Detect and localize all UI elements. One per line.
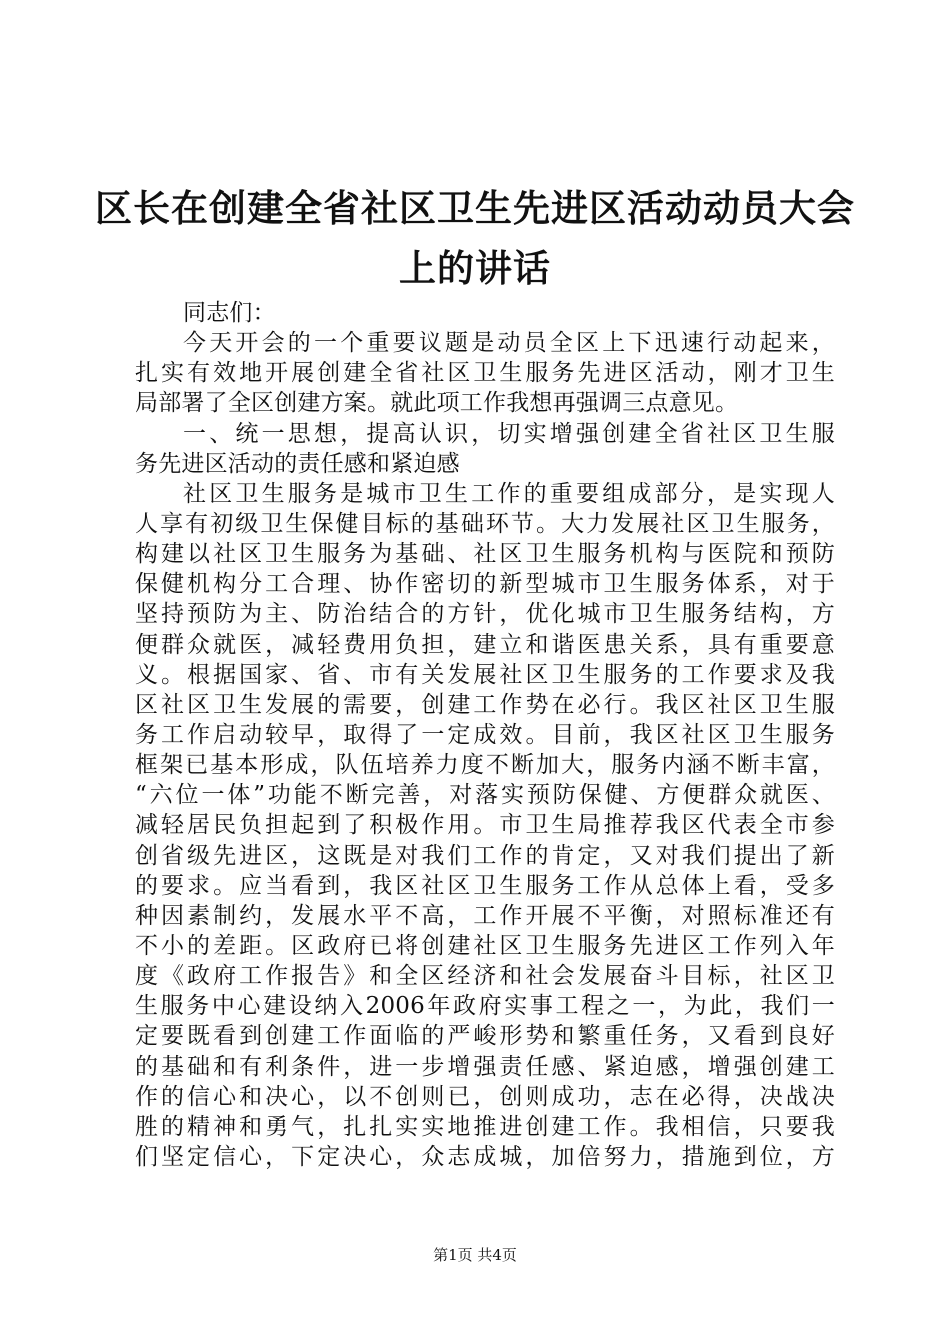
body-text-line: 同志们： [183,300,276,326]
body-text-line: 框架已基本形成，队伍培养力度不断加大，服务内涵不断丰富， [135,752,835,779]
body-text-line: 义。根据国家、省、市有关发展社区卫生服务的工作要求及我 [135,661,835,688]
body-text-line: 作的信心和决心，以不创则已，创则成功，志在必得，决战决 [135,1083,835,1110]
body-text-line: 局部署了全区创建方案。就此项工作我想再强调三点意见。 [135,390,739,417]
document-title-line-1: 区长在创建全省社区卫生先进区活动动员大会 [95,187,855,230]
body-text-line: 们坚定信心，下定决心，众志成城，加倍努力，措施到位，方 [135,1143,835,1170]
document-body [135,298,835,1172]
body-text-line: 一、统一思想，提高认识，切实增强创建全省社区卫生服 [183,420,835,447]
body-text-line: 保健机构分工合理、协作密切的新型城市卫生服务体系，对于 [135,571,835,598]
body-text-line: 人享有初级卫生保健目标的基础环节。大力发展社区卫生服务， [135,510,835,537]
body-text-line: 定要既看到创建工作面临的严峻形势和繁重任务，又看到良好 [135,1023,835,1050]
body-text-line: 务先进区活动的责任感和紧迫感 [135,450,460,477]
body-text-line: 不小的差距。区政府已将创建社区卫生服务先进区工作列入年 [135,932,835,959]
body-text-line: 胜的精神和勇气，扎扎实实地推进创建工作。我相信，只要我 [135,1113,835,1140]
body-text-line: 务工作启动较早，取得了一定成效。目前，我区社区卫生服务 [135,721,835,748]
body-text-line: 扎实有效地开展创建全省社区卫生服务先进区活动，刚才卫生 [135,360,835,387]
body-text-line: “六位一体”功能不断完善，对落实预防保健、方便群众就医、 [135,782,835,809]
body-text-line: 今天开会的一个重要议题是动员全区上下迅速行动起来， [183,330,835,357]
body-text-line: 构建以社区卫生服务为基础、社区卫生服务机构与医院和预防 [135,541,835,568]
body-text-line: 生服务中心建设纳入2006年政府实事工程之一，为此，我们一 [135,993,835,1020]
body-text-line: 的基础和有利条件，进一步增强责任感、紧迫感，增强创建工 [135,1053,835,1080]
body-text-line: 社区卫生服务是城市卫生工作的重要组成部分，是实现人 [183,480,835,507]
body-text-line: 区社区卫生发展的需要，创建工作势在必行。我区社区卫生服 [135,691,835,718]
body-text-line: 创省级先进区，这既是对我们工作的肯定，又对我们提出了新 [135,842,835,869]
body-text-line: 减轻居民负担起到了积极作用。市卫生局推荐我区代表全市参 [135,812,835,839]
body-text-line: 便群众就医，减轻费用负担，建立和谐医患关系，具有重要意 [135,631,835,658]
body-text-line: 的要求。应当看到，我区社区卫生服务工作从总体上看，受多 [135,872,835,899]
body-text-line: 坚持预防为主、防治结合的方针，优化城市卫生服务结构，方 [135,601,835,628]
body-text-line: 种因素制约，发展水平不高，工作开展不平衡，对照标准还有 [135,902,835,929]
document-title-line-2: 上的讲话 [399,247,551,290]
body-text-line: 度《政府工作报告》和全区经济和社会发展奋斗目标，社区卫 [135,963,835,990]
page-footer: 第1页 共4页 [433,1246,517,1264]
